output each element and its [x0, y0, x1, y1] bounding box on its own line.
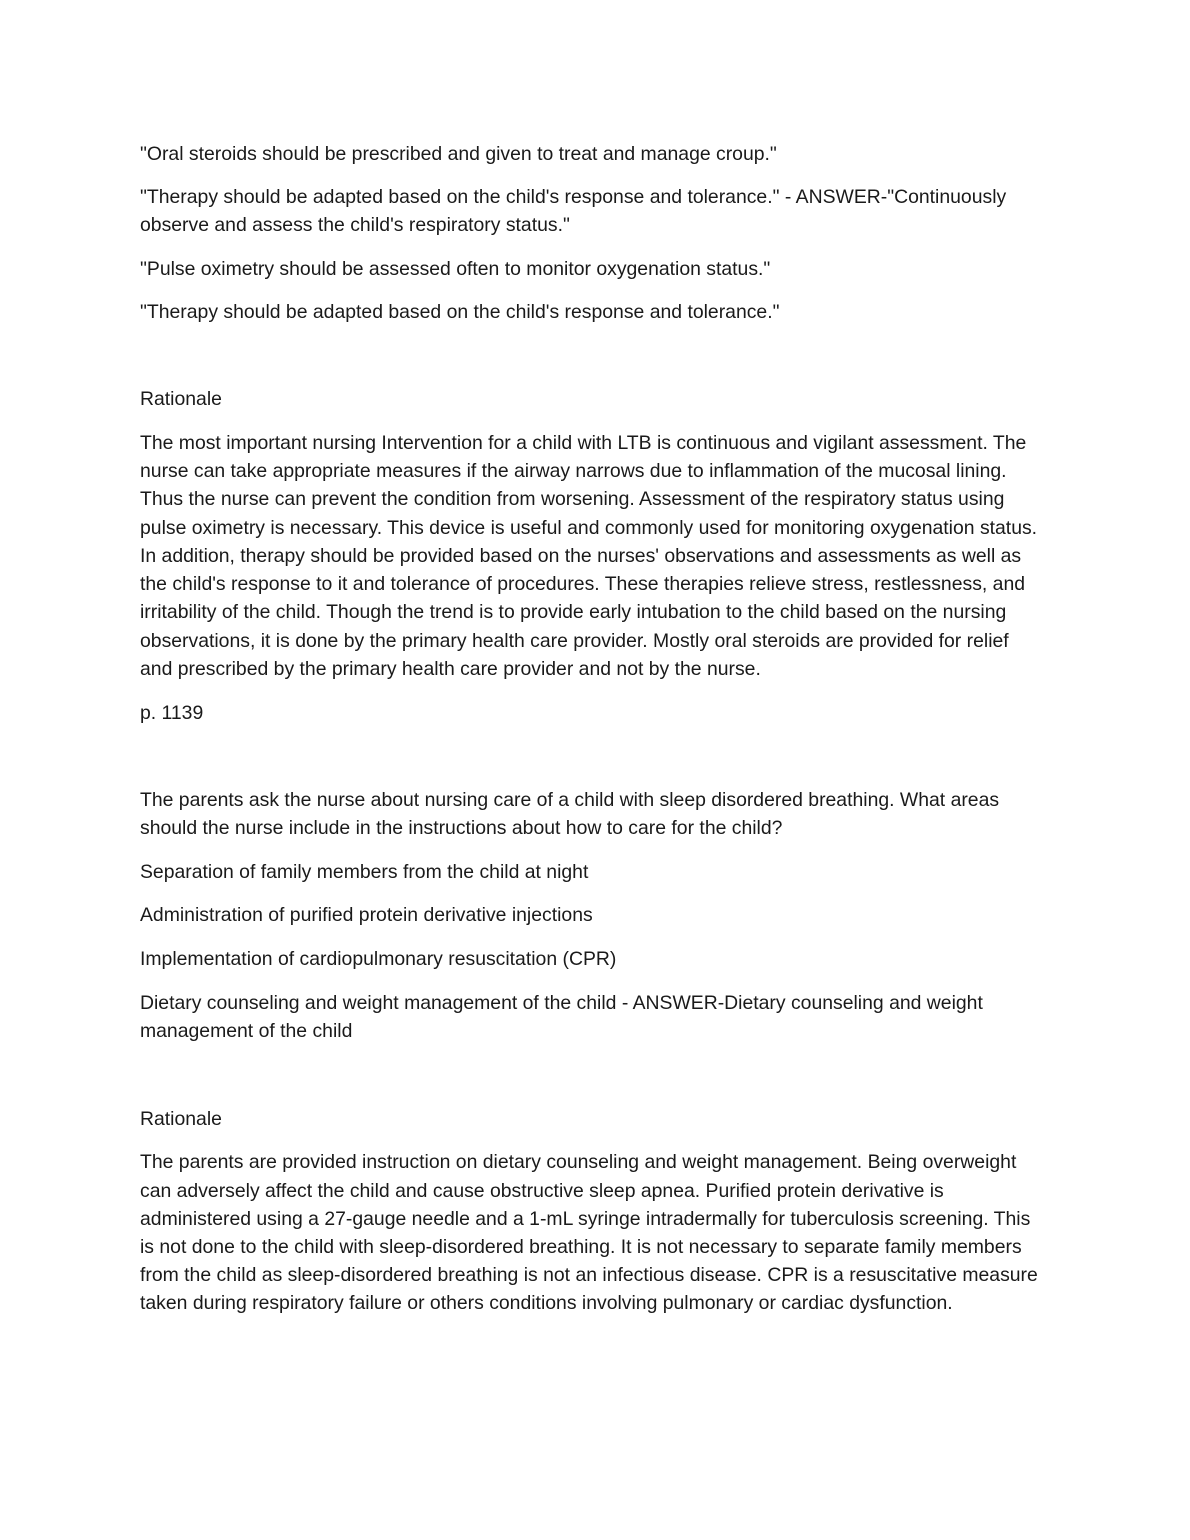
rationale-2-text-line: is not done to the child with sleep-disordered breathing. It is not necessary to separate family members — [140, 1236, 1022, 1258]
rationale-text-line: observations, it is done by the primary health care provider. Mostly oral steroids are provided for relief — [140, 630, 1009, 652]
answer-option-b-line-2: observe and assess the child's respiratory status." — [140, 214, 570, 236]
question-option-c: Implementation of cardiopulmonary resuscitation (CPR) — [140, 948, 617, 970]
answer-option-d: "Therapy should be adapted based on the child's response and tolerance." — [140, 301, 780, 323]
rationale-text-line: irritability of the child. Though the trend is to provide early intubation to the child based on the nursing — [140, 601, 1007, 623]
rationale-text-line: pulse oximetry is necessary. This device is useful and commonly used for monitoring oxygenation status. — [140, 517, 1038, 539]
question-option-d-line-2: management of the child — [140, 1020, 353, 1042]
rationale-2-text-line: The parents are provided instruction on dietary counseling and weight management. Being overweight — [140, 1151, 1017, 1173]
rationale-2-text-line: taken during respiratory failure or others conditions involving pulmonary or cardiac dysfunction. — [140, 1292, 953, 1314]
question-text-line-1: The parents ask the nurse about nursing care of a child with sleep disordered breathing. What areas — [140, 789, 1000, 811]
page-reference: p. 1139 — [140, 702, 204, 724]
rationale-text-line: nurse can take appropriate measures if the airway narrows due to inflammation of the mucosal lining. — [140, 460, 1007, 482]
rationale-heading: Rationale — [140, 388, 222, 410]
question-text-line-2: should the nurse include in the instructions about how to care for the child? — [140, 817, 783, 839]
rationale-text-line: The most important nursing Intervention for a child with LTB is continuous and vigilant assessment. The — [140, 432, 1027, 454]
rationale-2-text-line: administered using a 27-gauge needle and a 1-mL syringe intradermally for tuberculosis screening. This — [140, 1208, 1031, 1230]
rationale-2-text-line: can adversely affect the child and cause obstructive sleep apnea. Purified protein derivative is — [140, 1180, 944, 1202]
answer-option-a: "Oral steroids should be prescribed and given to treat and manage croup." — [140, 143, 777, 165]
rationale-heading-2: Rationale — [140, 1108, 222, 1130]
rationale-text-line: and prescribed by the primary health care provider and not by the nurse. — [140, 658, 761, 680]
question-option-a: Separation of family members from the child at night — [140, 861, 589, 883]
answer-option-b-line-1: "Therapy should be adapted based on the child's response and tolerance." - ANSWER-"Continuously — [140, 186, 1007, 208]
answer-option-c: "Pulse oximetry should be assessed often to monitor oxygenation status." — [140, 258, 771, 280]
rationale-text-line: the child's response to it and tolerance of procedures. These therapies relieve stress, restlessness, and — [140, 573, 1026, 595]
question-option-d-line-1: Dietary counseling and weight management of the child - ANSWER-Dietary counseling and weight — [140, 992, 983, 1014]
rationale-2-text-line: from the child as sleep-disordered breathing is not an infectious disease. CPR is a resuscitative measure — [140, 1264, 1038, 1286]
rationale-text-line: In addition, therapy should be provided based on the nurses' observations and assessments as well as — [140, 545, 1022, 567]
question-option-b: Administration of purified protein derivative injections — [140, 904, 593, 926]
rationale-text-line: Thus the nurse can prevent the condition from worsening. Assessment of the respiratory status using — [140, 488, 1005, 510]
